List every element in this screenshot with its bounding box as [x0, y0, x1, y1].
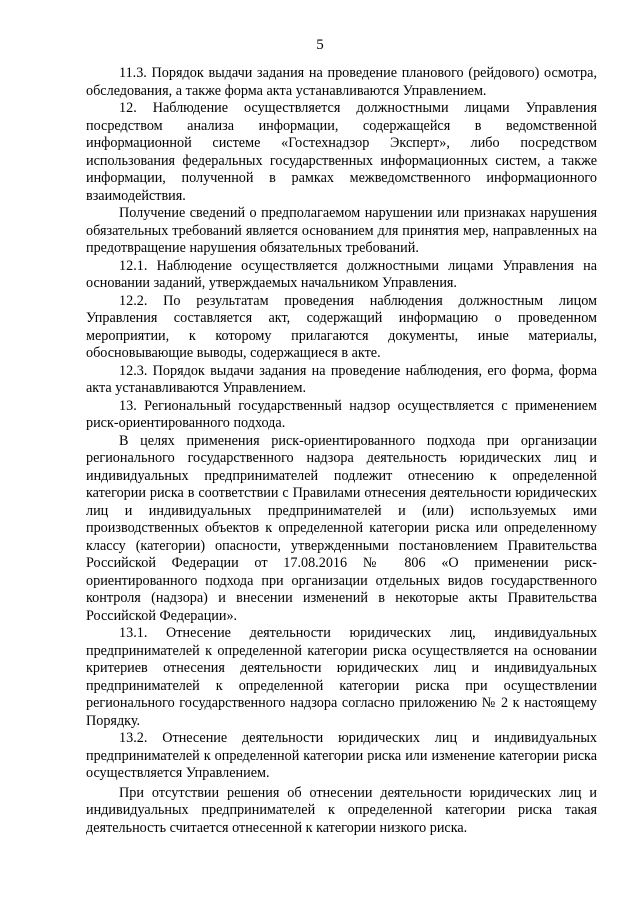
paragraph-12-2: 12.2. По результатам проведения наблюдения должностным лицом Управления составляется акт, содержащий информацию о проведенном мероприятии, к которому прилагаются документы, иные материалы, обосновывающие выводы, содержащиеся в акте. [86, 292, 597, 361]
paragraph-12-3: 12.3. Порядок выдачи задания на проведение наблюдения, его форма, форма акта устанавливаются Управлением. [86, 362, 597, 396]
paragraph-13: 13. Региональный государственный надзор осуществляется с применением риск-ориентированного подхода. [86, 397, 597, 431]
paragraph-12-1: 12.1. Наблюдение осуществляется должностными лицами Управления на основании заданий, утверждаемых начальником Управления. [86, 257, 597, 291]
paragraph-13-2: 13.2. Отнесение деятельности юридических лиц и индивидуальных предпринимателей к определенной категории риска или изменение категории риска осуществляется Управлением. [86, 730, 597, 781]
paragraph-12-basis: Получение сведений о предполагаемом нарушении или признаках нарушения обязательных требований является основанием для принятия мер, направленных на предотвращение нарушения обязательных требований. [86, 205, 597, 256]
paragraph-13-1: 13.1. Отнесение деятельности юридических лиц, индивидуальных предпринимателей к определенной категории риска осуществляется на основании критериев отнесения деятельности юридических лиц и индивидуальных предпринимателей к определенной категории риска при осуществлении регионального государственного надзора согласно приложению № 2 к настоящему Порядку. [86, 625, 597, 729]
paragraph-12: 12. Наблюдение осуществляется должностными лицами Управления посредством анализа информации, содержащейся в ведомственной информационной системе «Гостехнадзор Эксперт», либо посредством использования федеральных государственных информационных систем, а также информации, полученной в рамках межведомственного информационного взаимодействия. [86, 100, 597, 204]
paragraph-11-3: 11.3. Порядок выдачи задания на проведение планового (рейдового) осмотра, обследования, а также форма акта устанавливаются Управлением. [86, 65, 597, 99]
paragraph-low-risk: При отсутствии решения об отнесении деятельности юридических лиц и индивидуальных предпринимателей к определенной категории риска такая деятельность считается отнесенной к категории низкого риска. [86, 784, 597, 836]
paragraph-13-risk-approach: В целях применения риск-ориентированного подхода при организации регионального государственного надзора деятельность юридических лиц и индивидуальных предпринимателей подлежит отнесению к определенной категории риска в соответствии с Правилами отнесения деятельности юридических лиц и индивидуальных предпринимателей и (или) используемых ими производственных объектов к определенной категории риска или определенному классу (категории) опасности, утвержденными постановлением Правительства Российской Федерации от 17.08.2016 № 806 «О применении риск-ориентированного подхода при организации отдельных видов государственного контроля (надзора) и внесении изменений в некоторые акты Правительства Российской Федерации». [86, 432, 597, 624]
page-number: 5 [316, 37, 324, 53]
document-body [86, 65, 597, 837]
